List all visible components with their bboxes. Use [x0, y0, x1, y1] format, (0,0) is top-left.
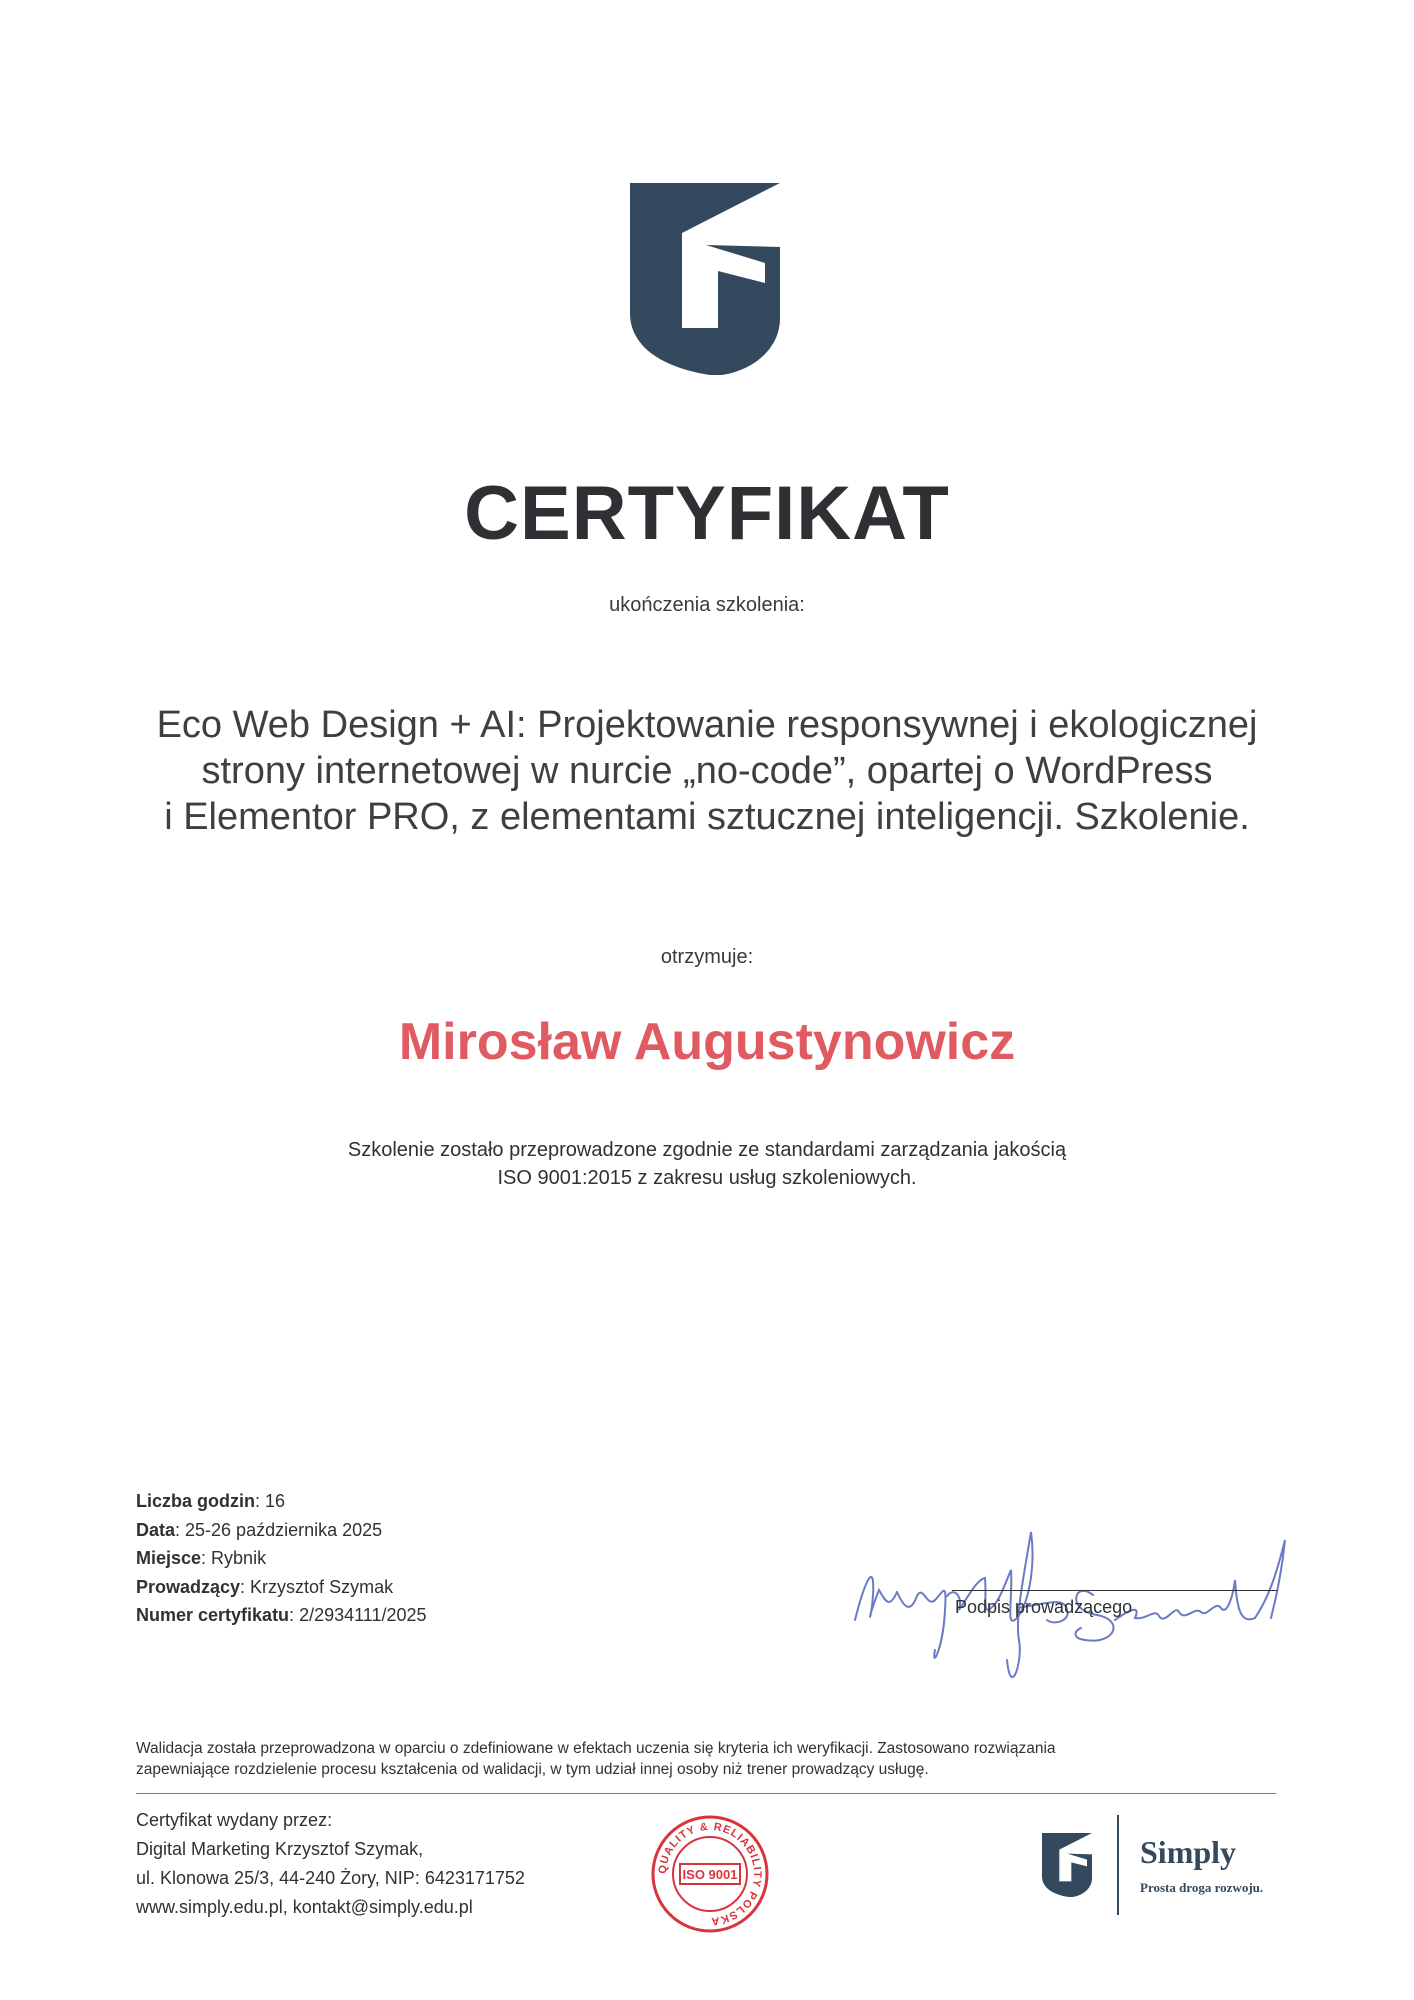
validation-line: Walidacja została przeprowadzona w oparciu o zdefiniowane w efektach uczenia się kryteria ich weryfikacji. Zastosowano rozwiązania: [136, 1740, 1056, 1757]
date-row: [136, 1516, 427, 1545]
footer-divider: [136, 1793, 1276, 1794]
certificate-title: CERTYFIKAT: [464, 471, 950, 556]
date-label: Data: [136, 1519, 176, 1540]
brand-tagline: Prosta droga rozwoju.: [1140, 1880, 1264, 1895]
course-title: [80, 702, 1334, 840]
trainer-row: [136, 1573, 427, 1602]
simply-logo-icon: [630, 183, 780, 375]
certificate-number-row: [136, 1601, 427, 1630]
issuer-line: Certyfikat wydany przez:: [136, 1810, 333, 1830]
brand-name: Simply: [1140, 1834, 1237, 1870]
issuer-contact: www.simply.edu.pl, kontakt@simply.edu.pl: [136, 1897, 473, 1917]
iso-note: [0, 1136, 1414, 1192]
recipient-name: Mirosław Augustynowicz: [398, 1013, 1016, 1071]
stamp-ring-text: QUALITY & RELIABILITY POLSKA: [656, 1820, 764, 1928]
issuer-info: [136, 1806, 525, 1922]
validation-line: zapewniające rozdzielenie procesu kształcenia od walidacji, w tym udział innej osoby niż trener prowadzący usługę.: [136, 1761, 929, 1778]
certificate-subtitle: ukończenia szkolenia:: [609, 594, 805, 616]
course-title-line: strony internetowej w nurcie „no-code”, opartej o WordPress: [201, 750, 1213, 792]
hours-label: Liczba godzin: [136, 1491, 255, 1511]
brand-divider: [1117, 1815, 1119, 1915]
signature-caption: Podpis prowadzącego: [955, 1597, 1133, 1617]
place-value: : Rybnik: [201, 1548, 267, 1568]
stamp-center-text: ISO 9001: [682, 1867, 738, 1882]
hours-value: : 16: [255, 1491, 286, 1511]
simply-logo-small-icon: [1042, 1833, 1092, 1897]
iso-note-line: ISO 9001:2015 z zakresu usług szkoleniowych.: [497, 1167, 917, 1189]
certificate-number-value: : 2/2934111/2025: [289, 1605, 427, 1625]
training-details: [136, 1487, 427, 1630]
signature-line: [952, 1590, 1277, 1591]
validation-note: [136, 1738, 1306, 1780]
course-title-line: Eco Web Design + AI: Projektowanie responsywnej i ekologicznej: [156, 704, 1258, 746]
certificate-number-label: Numer certyfikatu: [136, 1605, 290, 1625]
issuer-line: Digital Marketing Krzysztof Szymak,: [136, 1839, 424, 1859]
date-value: : 25-26 października 2025: [175, 1519, 383, 1540]
course-title-line: i Elementor PRO, z elementami sztucznej inteligencji. Szkolenie.: [164, 796, 1250, 838]
iso-note-line: Szkolenie zostało przeprowadzone zgodnie ze standardami zarządzania jakością: [347, 1139, 1067, 1161]
iso-stamp-icon: [650, 1814, 770, 1934]
signature-image: [835, 1500, 1305, 1690]
trainer-label: Prowadzący: [136, 1576, 241, 1597]
recipient-label: otrzymuje:: [660, 946, 754, 968]
trainer-value: : Krzysztof Szymak: [240, 1576, 394, 1597]
issuer-line: ul. Klonowa 25/3, 44-240 Żory, NIP: 6423171752: [136, 1868, 525, 1888]
place-row: [136, 1544, 427, 1573]
place-label: Miejsce: [136, 1548, 202, 1568]
hours-row: [136, 1487, 427, 1516]
